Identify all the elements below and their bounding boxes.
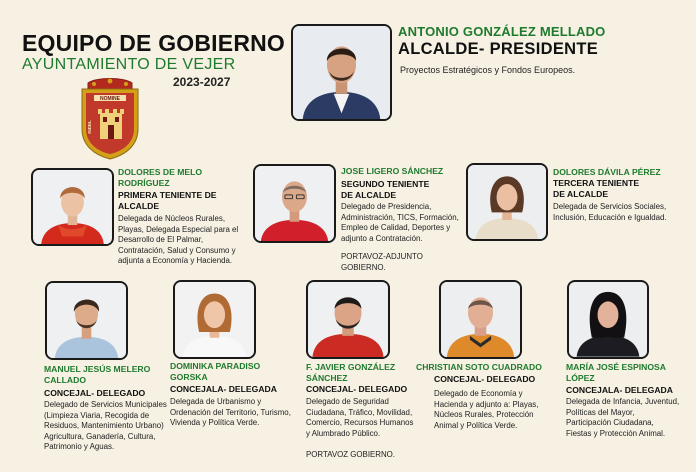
member-photo	[567, 280, 649, 359]
mayor-description: Proyectos Estratégicos y Fondos Europeos.	[400, 65, 576, 75]
member-role: TERCERA TENIENTE DE ALCALDE	[553, 178, 640, 199]
member-role: CONCEJALA- DELEGADA	[170, 384, 277, 394]
coat-of-arms	[74, 77, 146, 161]
member-role: CONCEJAL- DELEGADO	[44, 388, 146, 398]
member-description: Delegado de Seguridad Ciudadana, Tráfico, Movilidad, Comercio, Recursos Humanos y Alumbrado Público.	[306, 397, 414, 438]
member-name: F. JAVIER GONZÁLEZ SÁNCHEZ	[306, 362, 396, 383]
member-photo	[45, 281, 128, 360]
member-photo	[466, 163, 548, 241]
page-title: EQUIPO DE GOBIERNO	[22, 30, 286, 56]
member-role: CONCEJALA- DELEGADA	[566, 385, 673, 395]
member-description: Delegado de Presidencia, Administración, TICS, Formación, Empleo de Calidad, Deportes y adjunto a Contratación.	[341, 202, 459, 243]
member-description: Delegada de Urbanismo y Ordenación del Territorio, Turismo, Vivienda y Política Verde.	[170, 397, 291, 427]
member-description: Delegada de Infancia, Juventud, Políticas del Mayor, Participación Ciudadana, Fiestas y Protección Animal.	[566, 397, 680, 438]
crest-text-top: NOMINE	[100, 96, 120, 102]
member-photo	[253, 164, 336, 243]
member-role: CONCEJAL- DELEGADO	[306, 384, 408, 394]
member-name: DOLORES DÁVILA PÉREZ	[553, 167, 661, 177]
member-role: PRIMERA TENIENTE DE ALCALDE	[118, 190, 217, 211]
member-name: MARÍA JOSÉ ESPINOSA LÓPEZ	[566, 362, 666, 383]
member-description: Delegada de Núcleos Rurales, Playas, Delegada Especial para el Desarrollo de El Palmar, Contratación, Salud y Consumo y adjunta a Economía y Hacienda.	[118, 214, 239, 265]
member-name: DOMINIKA PARADISO GORSKA	[170, 361, 261, 382]
member-photo	[31, 168, 114, 246]
mayor-photo	[291, 24, 392, 121]
mayor-name: ANTONIO GONZÁLEZ MELLADO	[398, 24, 606, 39]
page-subtitle: AYUNTAMIENTO DE VEJER	[22, 56, 236, 73]
member-note: PORTAVOZ-ADJUNTO GOBIERNO.	[341, 252, 423, 272]
member-photo	[439, 280, 522, 359]
member-photo	[306, 280, 390, 359]
member-note: PORTAVOZ GOBIERNO.	[306, 450, 395, 459]
member-description: Delegado de Economía y Hacienda y adjunto a: Playas, Núcleos Rurales, Protección Animal y Política Verde.	[434, 389, 539, 430]
member-photo	[173, 280, 256, 359]
member-role: SEGUNDO TENIENTE DE ALCALDE	[341, 179, 430, 200]
member-role: CONCEJAL- DELEGADO	[434, 374, 536, 384]
member-name: MANUEL JESÚS MELERO CALLADO	[44, 364, 151, 385]
term-period: 2023-2027	[173, 75, 231, 89]
mayor-role: ALCALDE- PRESIDENTE	[398, 40, 599, 58]
member-name: CHRISTIAN SOTO CUADRADO	[416, 362, 542, 372]
member-name: JOSE LIGERO SÁNCHEZ	[341, 166, 444, 176]
crest-text-side: INDEL	[87, 120, 92, 134]
member-name: DOLORES DE MELO RODRÍGUEZ	[118, 167, 203, 188]
member-description: Delegado de Servicios Municipales (Limpieza Viaria, Recogida de Residuos, Mantenimiento Urbano) Agricultura, Ganadería, Cultura, Patrimonio y Aguas.	[44, 400, 167, 451]
member-description: Delegada de Servicios Sociales, Inclusión, Educación e Igualdad.	[553, 202, 667, 222]
